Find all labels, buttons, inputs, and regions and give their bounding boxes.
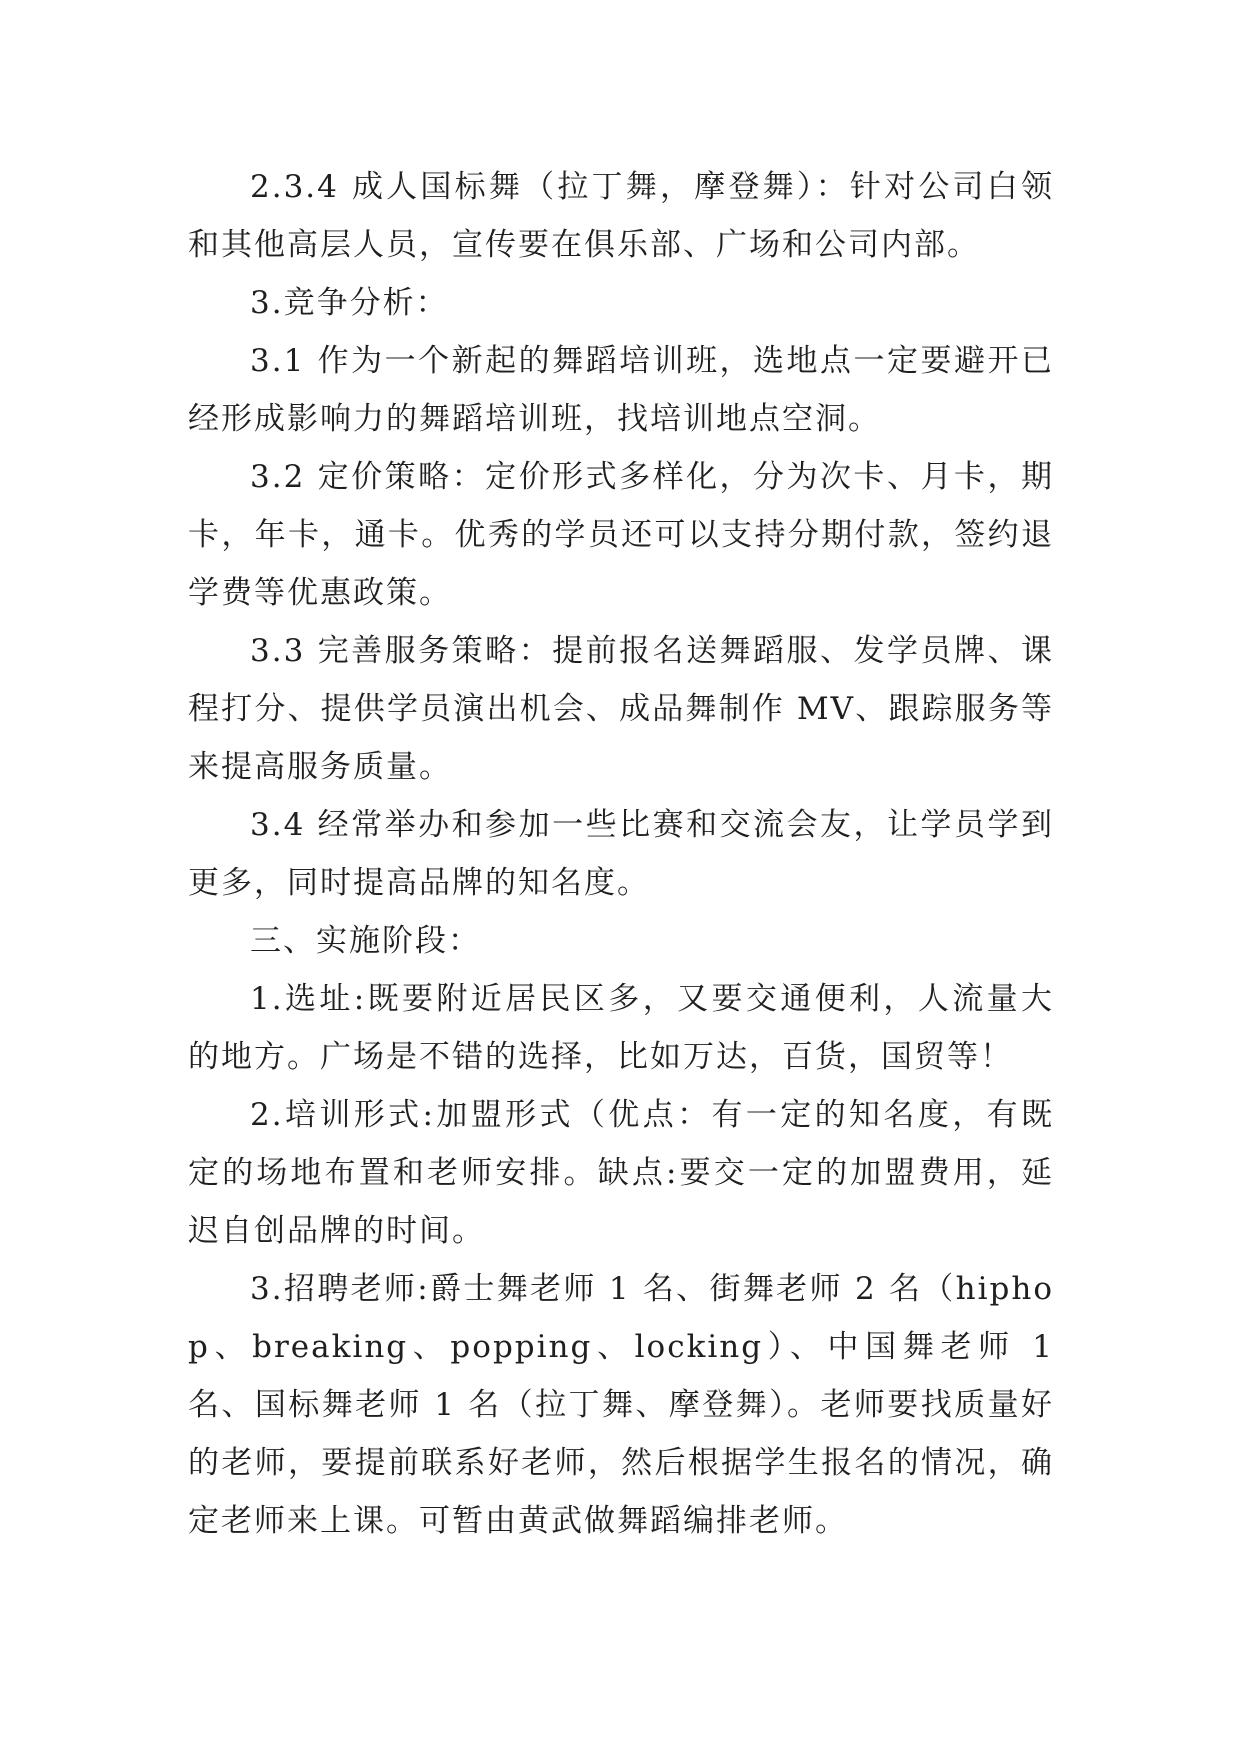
paragraph-site-selection: 1.选址:既要附近居民区多，又要交通便利，人流量大的地方。广场是不错的选择，比如万达，百货，国贸等！ [188,981,1054,1075]
paragraph-training-format: 2.培训形式:加盟形式（优点：有一定的知名度，有既定的场地布置和老师安排。缺点:要交一定的加盟费用，延迟自创品牌的时间。 [188,1097,1054,1249]
paragraph-teacher-recruitment: 3.招聘老师:爵士舞老师 1 名、街舞老师 2 名（hiphop、breaking、popping、locking）、中国舞老师 1 名、国标舞老师 1 名（拉丁舞、摩登舞）。老师要找质量好的老师，要提前联系好老师，然后根据学生报名的情况，确定老师来上课。可暂由黄武做舞蹈编排老师。 [188,1271,1054,1539]
heading-competition-analysis: 3.竞争分析： [250,285,449,321]
paragraph-location-avoidance: 3.1 作为一个新起的舞蹈培训班，选地点一定要避开已经形成影响力的舞蹈培训班，找培训地点空洞。 [188,343,1054,437]
heading-implementation-stage: 三、实施阶段： [250,923,481,959]
paragraph-adult-ballroom: 2.3.4 成人国标舞（拉丁舞，摩登舞）：针对公司白领和其他高层人员，宣传要在俱乐部、广场和公司内部。 [188,169,1054,263]
document-body [188,158,1054,1550]
paragraph-competitions-exchange: 3.4 经常举办和参加一些比赛和交流会友，让学员学到更多，同时提高品牌的知名度。 [188,807,1054,901]
paragraph-service-strategy: 3.3 完善服务策略：提前报名送舞蹈服、发学员牌、课程打分、提供学员演出机会、成品舞制作 MV、跟踪服务等来提高服务质量。 [188,633,1054,785]
paragraph-pricing-strategy: 3.2 定价策略：定价形式多样化，分为次卡、月卡，期卡，年卡，通卡。优秀的学员还可以支持分期付款，签约退学费等优惠政策。 [188,459,1054,611]
